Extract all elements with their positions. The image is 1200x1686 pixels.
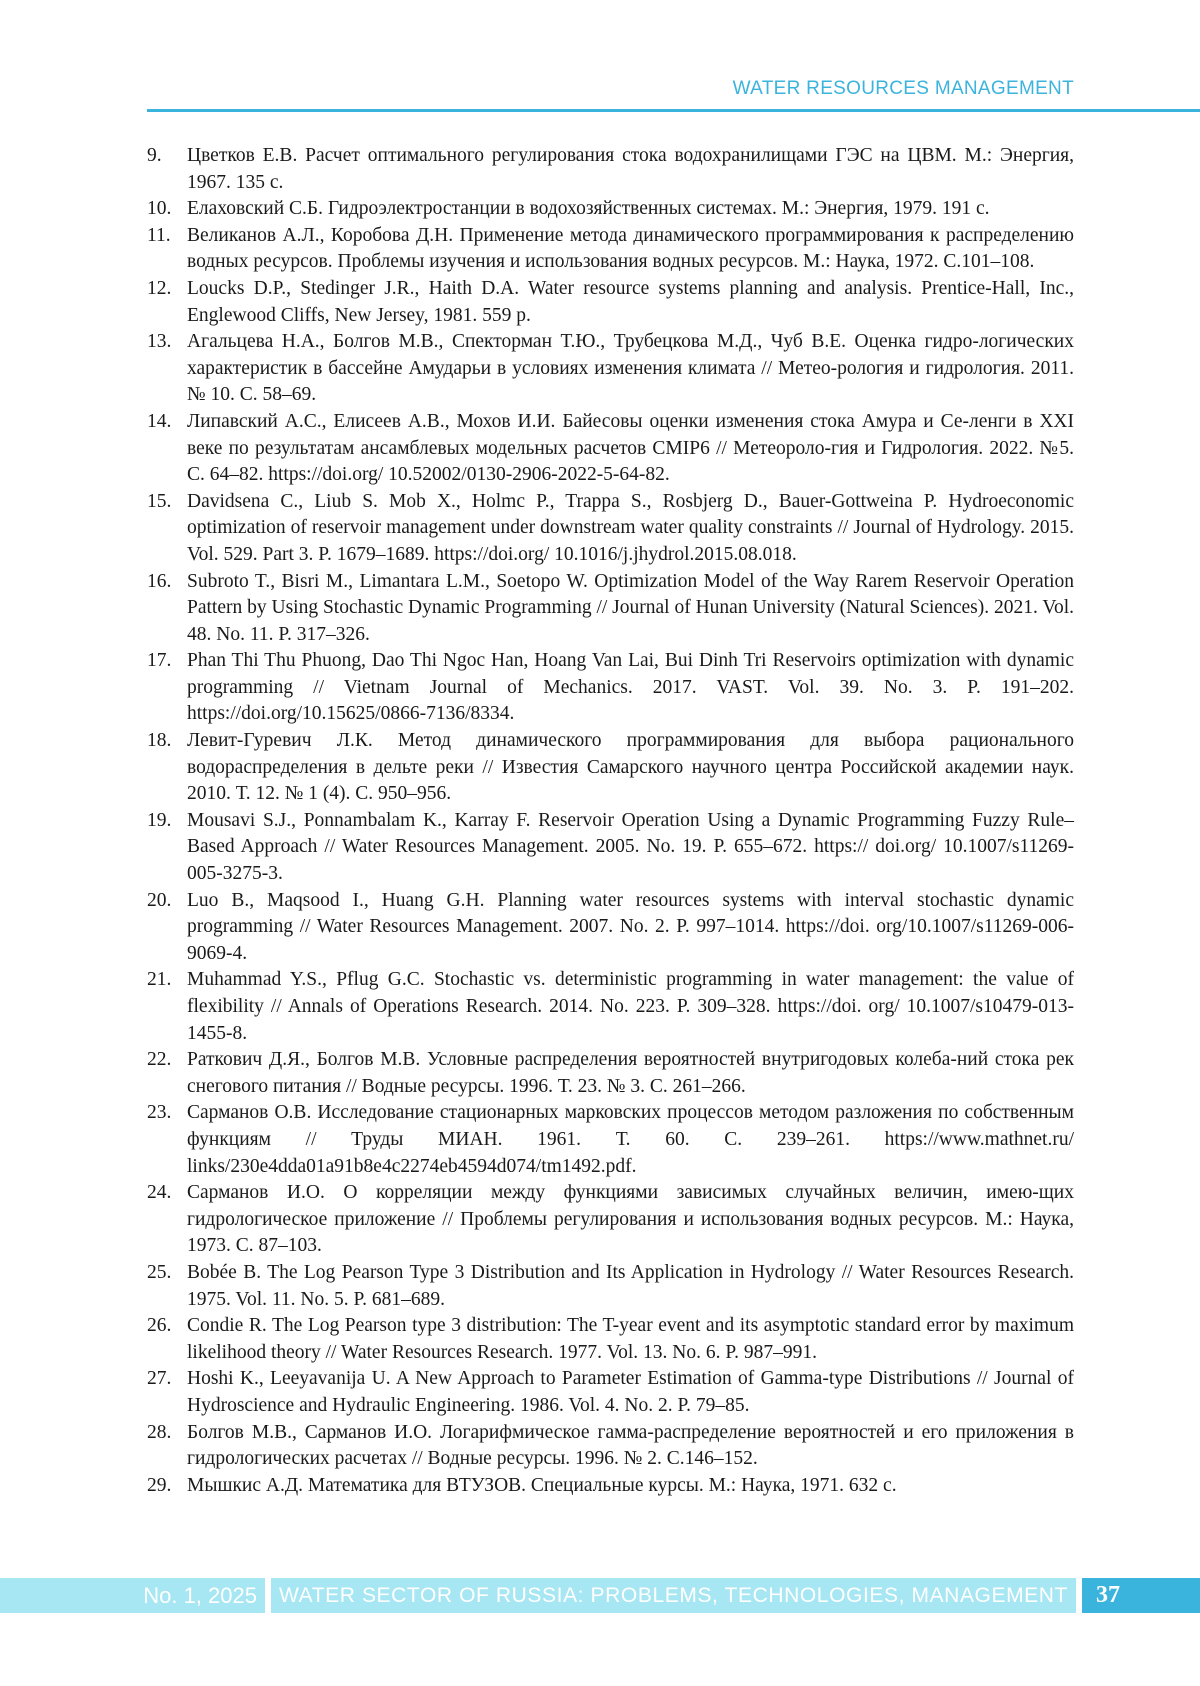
reference-item — [147, 1473, 1074, 1500]
reference-item — [147, 489, 1074, 569]
reference-text: Loucks D.P., Stedinger J.R., Haith D.A. Water resource systems planning and analysis. Prentice-Hall, Inc., Englewood Cliffs, New Jersey, 1981. 559 p. — [187, 277, 1074, 326]
reference-text: Hoshi K., Leeyavanija U. A New Approach to Parameter Estimation of Gamma-type Distributions // Journal of Hydroscience and Hydraulic Engineering. 1986. Vol. 4. No. 2. P. 79–85. — [187, 1368, 1074, 1416]
reference-number: 13. — [147, 331, 172, 353]
reference-list — [147, 143, 1074, 1499]
reference-text: Левит-Гуревич Л.К. Метод динамического программирования для выбора рационального водораспределения в дельте реки // Известия Самарского научного центра Российской академии наук. 2010. Т. 12. № 1 (4). С. 950–956. — [187, 730, 1074, 805]
reference-item — [147, 196, 1074, 223]
reference-item — [147, 143, 1074, 196]
reference-item — [147, 1366, 1074, 1419]
reference-number: 23. — [147, 1102, 172, 1124]
reference-number: 11. — [147, 224, 171, 246]
reference-text: Subroto T., Bisri M., Limantara L.M., Soetopo W. Optimization Model of the Way Rarem Reservoir Operation Pattern by Using Stochastic Dynamic Programming // Journal of Hunan University (Natural Sciences). 2021. Vol. 48. No. 11. P. 317–326. — [187, 570, 1074, 645]
footer-issue-number: No. 1, 2025 — [0, 1578, 265, 1613]
reference-text: Condie R. The Log Pearson type 3 distribution: The T-year event and its asymptotic standard error by maximum likelihood theory // Water Resources Research. 1977. Vol. 13. No. 6. P. 987–991. — [187, 1315, 1074, 1363]
reference-item — [147, 967, 1074, 1047]
reference-number: 9. — [147, 145, 162, 166]
reference-item — [147, 1047, 1074, 1100]
reference-item — [147, 1100, 1074, 1180]
reference-number: 10. — [147, 198, 172, 220]
reference-item — [147, 329, 1074, 409]
page-footer — [0, 1578, 1200, 1613]
page-number: 37 — [1082, 1578, 1200, 1613]
reference-text: Phan Thi Thu Phuong, Dao Thi Ngoc Han, Hoang Van Lai, Bui Dinh Tri Reservoirs optimization with dynamic programming // Vietnam Journal of Mechanics. 2017. VAST. Vol. 39. No. 3. P. 191–202. https://doi.org/10.15625/0866-7136/8334. — [187, 650, 1074, 725]
reference-item — [147, 409, 1074, 489]
reference-text: Раткович Д.Я., Болгов М.В. Условные распределения вероятностей внутригодовых колеба-ний стока рек снегового питания // Водные ресурсы. 1996. Т. 23. № 3. С. 261–266. — [187, 1049, 1074, 1097]
reference-number: 16. — [147, 570, 172, 592]
reference-text: Великанов А.Л., Коробова Д.Н. Применение метода динамического программирования к распределению водных ресурсов. Проблемы изучения и использования водных ресурсов. М.: Наука, 1972. С.101–108. — [187, 224, 1074, 273]
reference-number: 27. — [147, 1368, 172, 1390]
reference-item — [147, 888, 1074, 968]
reference-item — [147, 808, 1074, 888]
reference-number: 20. — [147, 889, 172, 911]
reference-text: Bobée B. The Log Pearson Type 3 Distribution and Its Application in Hydrology // Water Resources Research. 1975. Vol. 11. No. 5. P. 681–689. — [187, 1261, 1074, 1310]
reference-number: 17. — [147, 650, 172, 672]
reference-text: Muhammad Y.S., Pflug G.C. Stochastic vs. deterministic programming in water management: the value of flexibility // Annals of Operations Research. 2014. No. 223. P. 309–328. https://doi. org/ 10.1007/s10479-013-1455-8. — [187, 969, 1074, 1044]
reference-number: 21. — [147, 969, 172, 991]
reference-text: Мышкис А.Д. Математика для ВТУЗОВ. Специальные курсы. М.: Наука, 1971. 632 с. — [187, 1474, 897, 1496]
reference-number: 28. — [147, 1421, 172, 1443]
reference-text: Агальцева Н.А., Болгов М.В., Спекторман Т.Ю., Трубецкова М.Д., Чуб В.Е. Оценка гидро-логических характеристик в бассейне Амударьи в условиях изменения климата // Метео-рология и гидрология. 2011. № 10. С. 58–69. — [187, 331, 1074, 406]
reference-number: 24. — [147, 1182, 172, 1204]
reference-text: Болгов М.В., Сарманов И.О. Логарифмическое гамма-распределение вероятностей и его приложения в гидрологических расчетах // Водные ресурсы. 1996. № 2. С.146–152. — [187, 1421, 1074, 1470]
reference-item — [147, 648, 1074, 728]
header-rule — [147, 109, 1200, 112]
reference-item — [147, 1313, 1074, 1366]
reference-item — [147, 1420, 1074, 1473]
reference-number: 22. — [147, 1049, 172, 1071]
footer-journal-title: WATER SECTOR OF RUSSIA: PROBLEMS, TECHNOLOGIES, MANAGEMENT — [271, 1578, 1076, 1613]
reference-text: Сарманов О.В. Исследование стационарных марковских процессов методом разложения по собственным функциям // Труды МИАН. 1961. Т. 60. С. 239–261. https://www.mathnet.ru/ links/230e4dda01a91b8e4c2274eb4594d074/tm1492.pdf. — [187, 1102, 1074, 1177]
reference-number: 29. — [147, 1474, 172, 1496]
reference-number: 26. — [147, 1315, 172, 1337]
reference-item — [147, 569, 1074, 649]
reference-number: 14. — [147, 410, 172, 432]
reference-number: 15. — [147, 490, 172, 512]
reference-text: Елаховский С.Б. Гидроэлектростанции в водохозяйственных системах. М.: Энергия, 1979. 191 с. — [187, 198, 990, 220]
reference-number: 25. — [147, 1261, 172, 1283]
reference-item — [147, 276, 1074, 329]
reference-text: Mousavi S.J., Ponnambalam K., Karray F. Reservoir Operation Using a Dynamic Programming Fuzzy Rule–Based Approach // Water Resources Management. 2005. No. 19. P. 655–672. https:// doi.org/ 10.1007/s11269-005-3275-3. — [187, 809, 1074, 885]
reference-number: 12. — [147, 277, 172, 299]
reference-text: Сарманов И.О. О корреляции между функциями зависимых случайных величин, имею-щих гидрологическое приложение // Проблемы регулирования и использования водных ресурсов. М.: Наука, 1973. С. 87–103. — [187, 1182, 1074, 1257]
reference-item — [147, 1180, 1074, 1260]
reference-item — [147, 1260, 1074, 1313]
reference-item — [147, 223, 1074, 276]
reference-text: Luo B., Maqsood I., Huang G.H. Planning water resources systems with interval stochastic dynamic programming // Water Resources Management. 2007. No. 2. P. 997–1014. https://doi. org/10.1007/s11269-006-9069-4. — [187, 889, 1074, 964]
reference-number: 19. — [147, 809, 172, 831]
reference-text: Davidsena C., Liub S. Mob X., Holmc P., Trappa S., Rosbjerg D., Bauer-Gottweina P. Hydroeconomic optimization of reservoir management under downstream water quality constraints // Journal of Hydrology. 2015. Vol. 529. Part 3. P. 1679–1689. https://doi.org/ 10.1016/j.jhydrol.2015.08.018. — [187, 490, 1074, 565]
reference-text: Цветков Е.В. Расчет оптимального регулирования стока водохранилищами ГЭС на ЦВМ. М.: Энергия, 1967. 135 с. — [187, 145, 1074, 193]
reference-item — [147, 728, 1074, 808]
reference-number: 18. — [147, 730, 172, 752]
running-header-title: WATER RESOURCES MANAGEMENT — [732, 78, 1074, 99]
reference-text: Липавский А.С., Елисеев А.В., Мохов И.И. Байесовы оценки изменения стока Амура и Се-ленги в XXI веке по результатам ансамблевых модельных расчетов CMIP6 // Метеороло-гия и Гидрология. 2022. №5. С. 64–82. https://doi.org/ 10.52002/0130-2906-2022-5-64-82. — [187, 410, 1074, 486]
